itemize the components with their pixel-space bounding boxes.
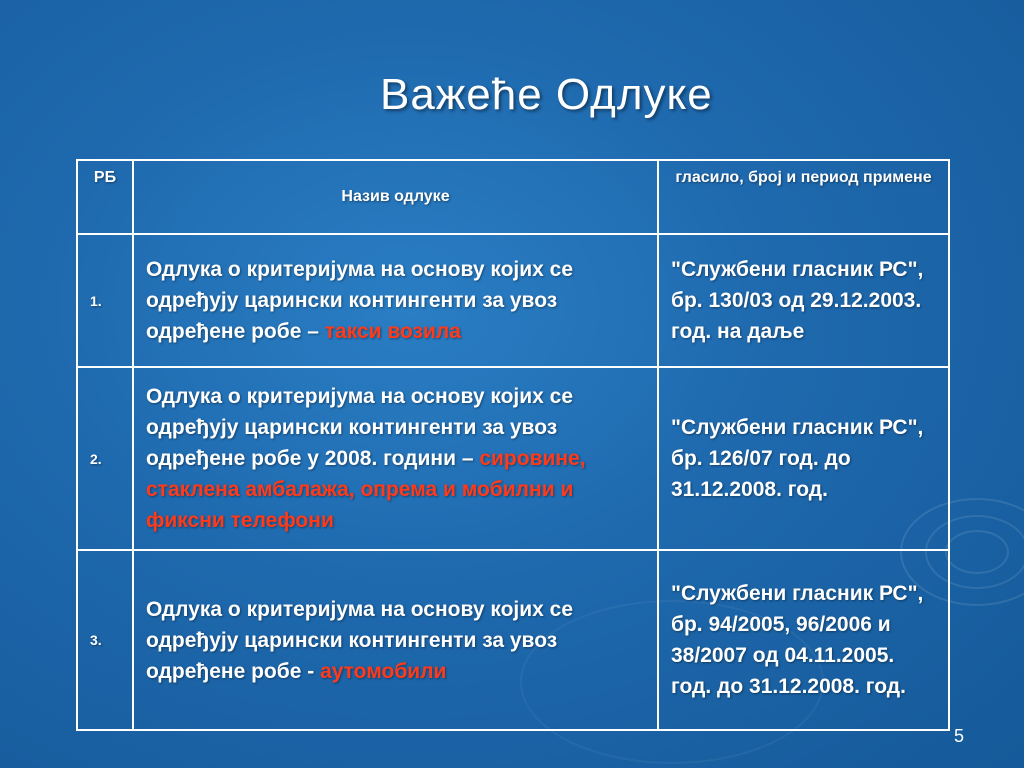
gazette-period: "Службени гласник РС", бр. 94/2005, 96/2006 и 38/2007 од 04.11.2005. год. до 31.12.2008. год. bbox=[658, 550, 949, 730]
gazette-period: "Службени гласник РС", бр. 126/07 год. до 31.12.2008. год. bbox=[658, 367, 949, 550]
decision-name-highlight: сировине, стаклена амбалажа, опрема и мобилни и фиксни телефони bbox=[146, 447, 586, 532]
gazette-period: "Службени гласник РС", бр. 130/03 од 29.12.2003. год. на даље bbox=[658, 234, 949, 367]
decisions-table bbox=[76, 159, 950, 731]
decision-name-text: Одлука о критеријума на основу којих се одређују царински контингенти за увоз одређене робе – bbox=[146, 258, 574, 343]
table-header-row bbox=[77, 160, 949, 234]
decision-name bbox=[133, 550, 658, 730]
decision-name bbox=[133, 367, 658, 550]
table-row bbox=[77, 367, 949, 550]
header-period: гласило, број и период примене bbox=[658, 160, 949, 234]
header-name: Назив одлуке bbox=[133, 160, 658, 234]
decision-name-text: Одлука о критеријума на основу којих се одређују царински контингенти за увоз одређене робе у 2008. години – bbox=[146, 385, 574, 470]
table-row bbox=[77, 550, 949, 730]
decision-name-highlight: такси возила bbox=[324, 320, 461, 343]
page-number: 5 bbox=[953, 726, 964, 746]
decision-name-text: Одлука о критеријума на основу којих се одређују царински контингенти за увоз одређене робе - bbox=[146, 597, 574, 683]
row-number: 2. bbox=[77, 367, 133, 550]
header-rb: РБ bbox=[77, 160, 133, 234]
row-number: 3. bbox=[77, 550, 133, 730]
decision-name bbox=[133, 234, 658, 367]
table-row bbox=[77, 234, 949, 367]
row-number: 1. bbox=[77, 234, 133, 367]
slide-title: Важеће Одлуке bbox=[380, 70, 713, 119]
decision-name-highlight: аутомобили bbox=[320, 659, 447, 683]
